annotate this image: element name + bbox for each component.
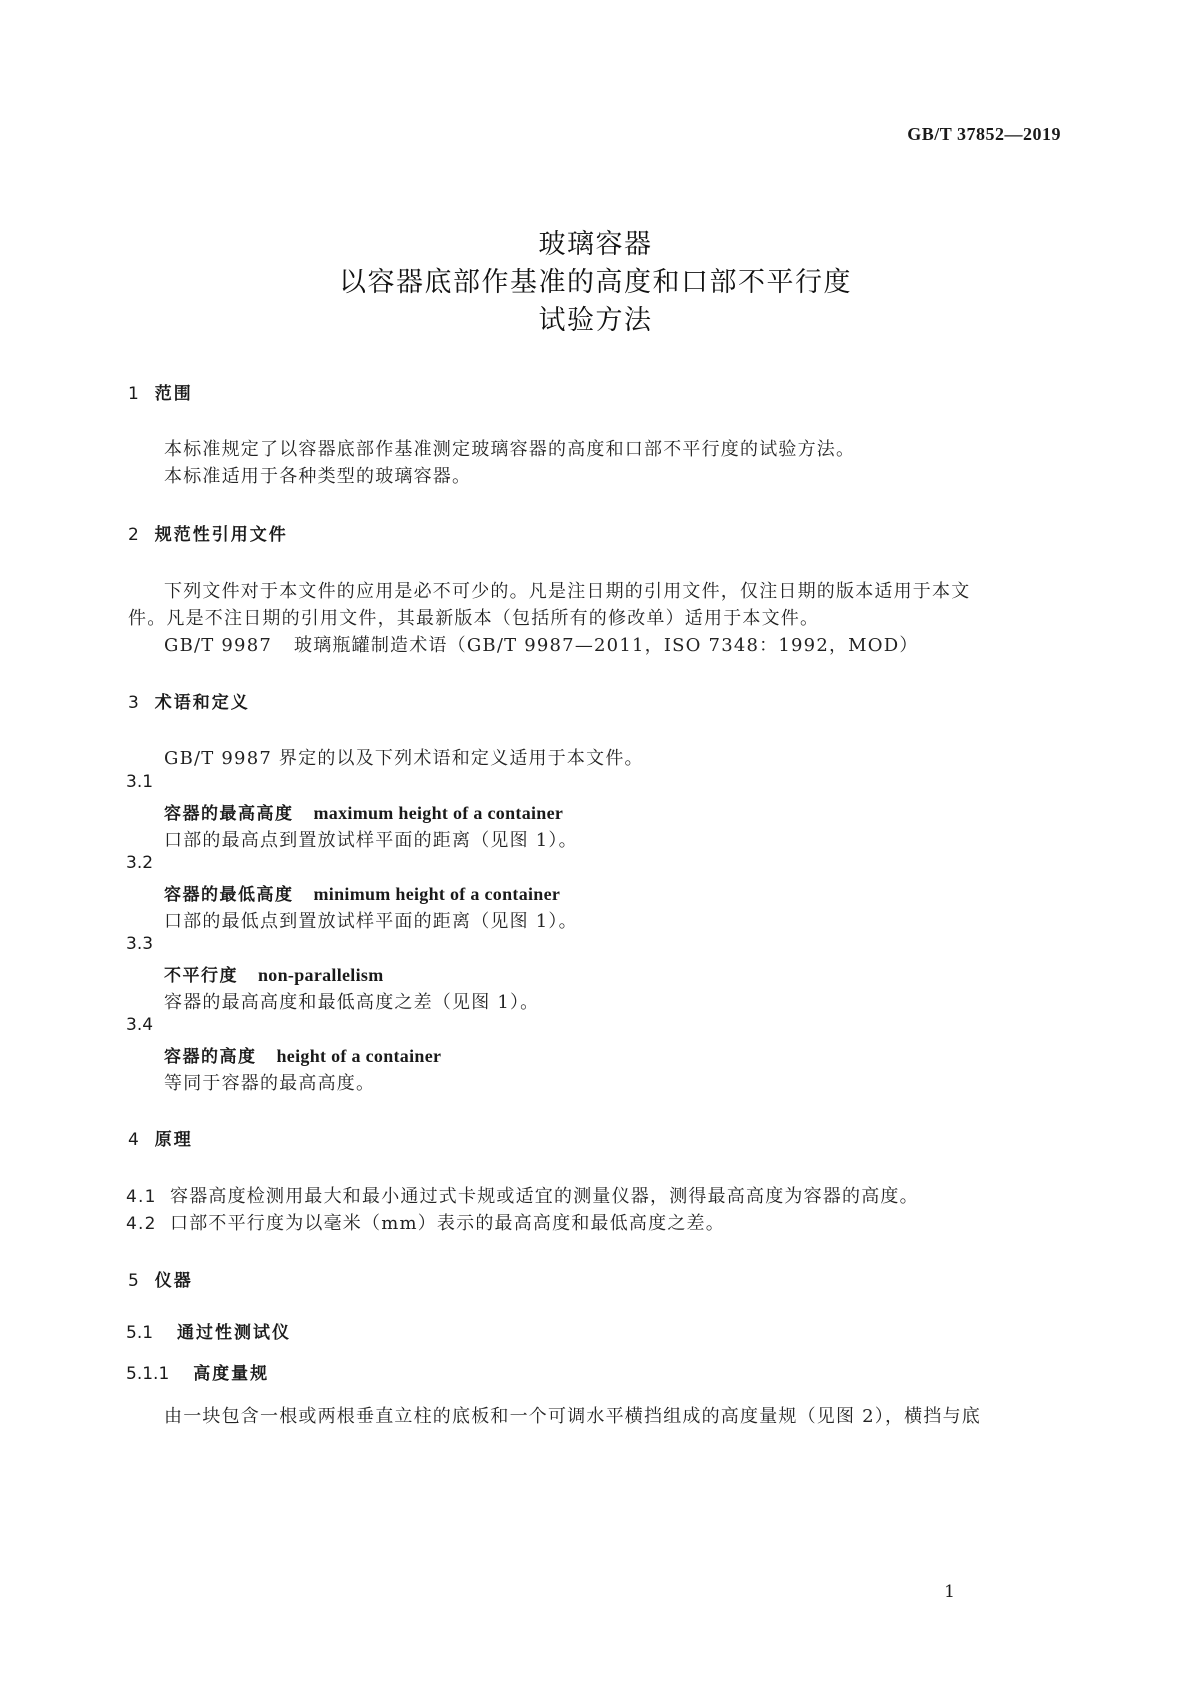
title-line-1: 玻璃容器	[538, 229, 653, 260]
section-4-heading	[128, 1125, 193, 1150]
section-number: 1	[128, 384, 139, 404]
section-number: 5	[128, 1271, 139, 1291]
section-number: 4	[128, 1130, 139, 1150]
section-3-heading	[128, 688, 250, 713]
section-number: 2	[128, 525, 139, 545]
clause-4-1	[126, 1182, 919, 1208]
section-title: 高度量规	[193, 1364, 270, 1384]
title-line-2: 以容器底部作基准的高度和口部不平行度	[339, 267, 852, 298]
title-line-3: 试验方法	[538, 305, 653, 336]
section-title: 原理	[154, 1130, 193, 1150]
term-number: 3.4	[126, 1015, 154, 1035]
term-number: 3.3	[126, 934, 154, 954]
reference-code: GB/T 9987	[164, 635, 273, 656]
page-number: 1	[944, 1582, 955, 1602]
subsection-5-1-1-heading	[126, 1359, 269, 1384]
term-number: 3.2	[126, 853, 154, 873]
normative-reference	[164, 631, 919, 657]
term-heading	[164, 961, 384, 986]
clause-text: 口部不平行度为以毫米（mm）表示的最高高度和最低高度之差。	[170, 1213, 725, 1234]
clause-4-2	[126, 1209, 725, 1235]
clause-number: 4.1	[126, 1187, 157, 1207]
paragraph: 由一块包含一根或两根垂直立柱的底板和一个可调水平横挡组成的高度量规（见图 2），横挡与底	[164, 1406, 981, 1427]
paragraph: 件。凡是不注日期的引用文件，其最新版本（包括所有的修改单）适用于本文件。	[128, 608, 820, 629]
term-definition: 口部的最低点到置放试样平面的距离（见图 1）。	[164, 911, 578, 932]
paragraph: GB/T 9987 界定的以及下列术语和定义适用于本文件。	[164, 748, 644, 769]
section-number: 5.1.1	[126, 1364, 170, 1384]
section-number: 5.1	[126, 1323, 154, 1343]
term-definition: 口部的最高点到置放试样平面的距离（见图 1）。	[164, 830, 578, 851]
term-zh: 容器的最高高度	[164, 804, 294, 824]
section-number: 3	[128, 693, 139, 713]
term-heading	[164, 1042, 441, 1067]
paragraph: 本标准规定了以容器底部作基准测定玻璃容器的高度和口部不平行度的试验方法。	[164, 439, 856, 460]
section-title: 术语和定义	[154, 693, 250, 713]
section-title: 仪器	[154, 1271, 193, 1291]
section-2-heading	[128, 520, 288, 545]
document-title	[0, 226, 1191, 340]
section-5-heading	[128, 1266, 193, 1291]
term-zh: 不平行度	[164, 966, 238, 986]
section-title: 范围	[154, 384, 193, 404]
clause-number: 4.2	[126, 1214, 157, 1234]
clause-text: 容器高度检测用最大和最小通过式卡规或适宜的测量仪器，测得最高高度为容器的高度。	[170, 1186, 919, 1207]
paragraph: 本标准适用于各种类型的玻璃容器。	[164, 466, 472, 487]
term-zh: 容器的最低高度	[164, 885, 294, 905]
term-en: maximum height of a container	[313, 803, 564, 823]
section-title: 通过性测试仪	[176, 1323, 291, 1343]
term-en: non-parallelism	[258, 965, 384, 985]
reference-title: 玻璃瓶罐制造术语（GB/T 9987—2011，ISO 7348：1992，MOD）	[294, 635, 919, 656]
term-heading	[164, 799, 563, 824]
section-title: 规范性引用文件	[154, 525, 288, 545]
term-definition: 等同于容器的最高高度。	[164, 1073, 376, 1094]
paragraph: 下列文件对于本文件的应用是必不可少的。凡是注日期的引用文件，仅注日期的版本适用于本文	[164, 581, 971, 602]
subsection-5-1-heading	[126, 1318, 291, 1343]
standard-number: GB/T 37852—2019	[907, 124, 1061, 144]
term-number: 3.1	[126, 772, 154, 792]
term-definition: 容器的最高高度和最低高度之差（见图 1）。	[164, 992, 540, 1013]
term-zh: 容器的高度	[164, 1047, 257, 1067]
term-en: height of a container	[276, 1046, 442, 1066]
term-heading	[164, 880, 560, 905]
term-en: minimum height of a container	[313, 884, 561, 904]
section-1-heading	[128, 379, 193, 404]
